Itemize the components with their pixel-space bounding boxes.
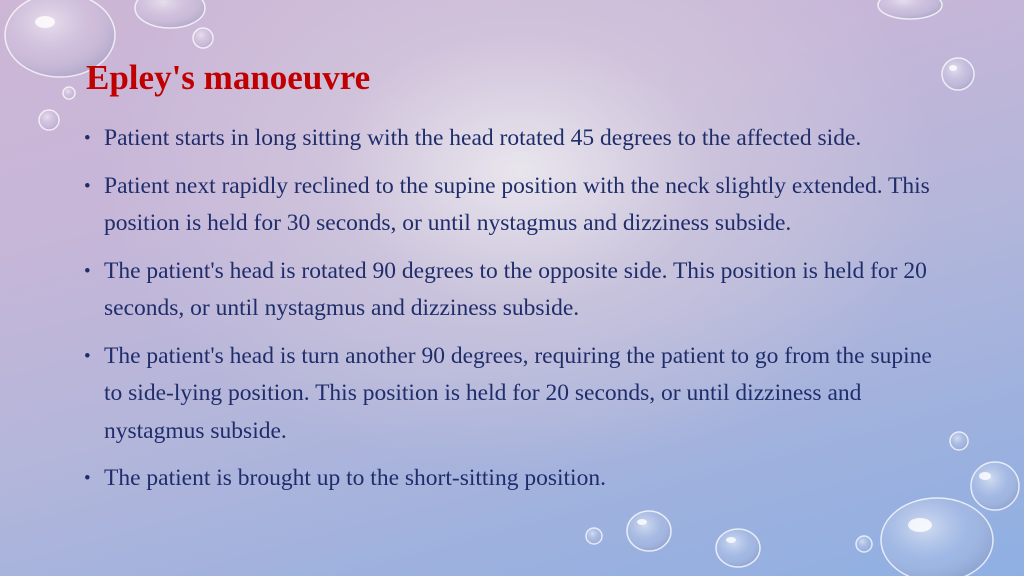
bullet-list — [84, 120, 954, 508]
droplet — [971, 462, 1019, 510]
bullet-item — [84, 168, 954, 243]
droplet — [627, 511, 671, 551]
bullet-text: Patient starts in long sitting with the head rotated 45 degrees to the affected side. — [104, 125, 862, 151]
bullet-item — [84, 460, 954, 498]
bullet-icon: • — [84, 260, 91, 282]
droplet — [63, 87, 75, 99]
bullet-text: The patient is brought up to the short-sitting position. — [104, 465, 606, 491]
droplet — [39, 110, 59, 130]
droplet — [586, 528, 602, 544]
droplet — [856, 536, 872, 552]
bullet-icon: • — [84, 128, 91, 149]
bullet-icon: • — [84, 175, 91, 197]
droplet — [878, 0, 942, 19]
bullet-text: The patient's head is turn another 90 degrees, requiring the patient to go from the supine to side-lying position. This position is held for 20 seconds, or until dizziness and nystagmus subside. — [104, 342, 932, 444]
bullet-item — [84, 338, 954, 451]
bullet-text: The patient's head is rotated 90 degrees to the opposite side. This position is held for 20 seconds, or until nystagmus and dizziness subside. — [104, 257, 927, 321]
droplet — [942, 58, 974, 90]
bullet-item — [84, 253, 954, 328]
slide-title: Epley's manoeuvre — [86, 58, 371, 97]
droplet — [716, 529, 760, 567]
droplet — [193, 28, 213, 48]
droplet — [881, 498, 993, 576]
droplet — [135, 0, 205, 28]
bullet-icon: • — [84, 468, 91, 489]
bullet-item — [84, 120, 954, 158]
bullet-icon: • — [84, 345, 91, 367]
bullet-text: Patient next rapidly reclined to the supine position with the neck slightly extended. This position is held for 30 seconds, or until nystagmus and dizziness subside. — [104, 172, 930, 236]
